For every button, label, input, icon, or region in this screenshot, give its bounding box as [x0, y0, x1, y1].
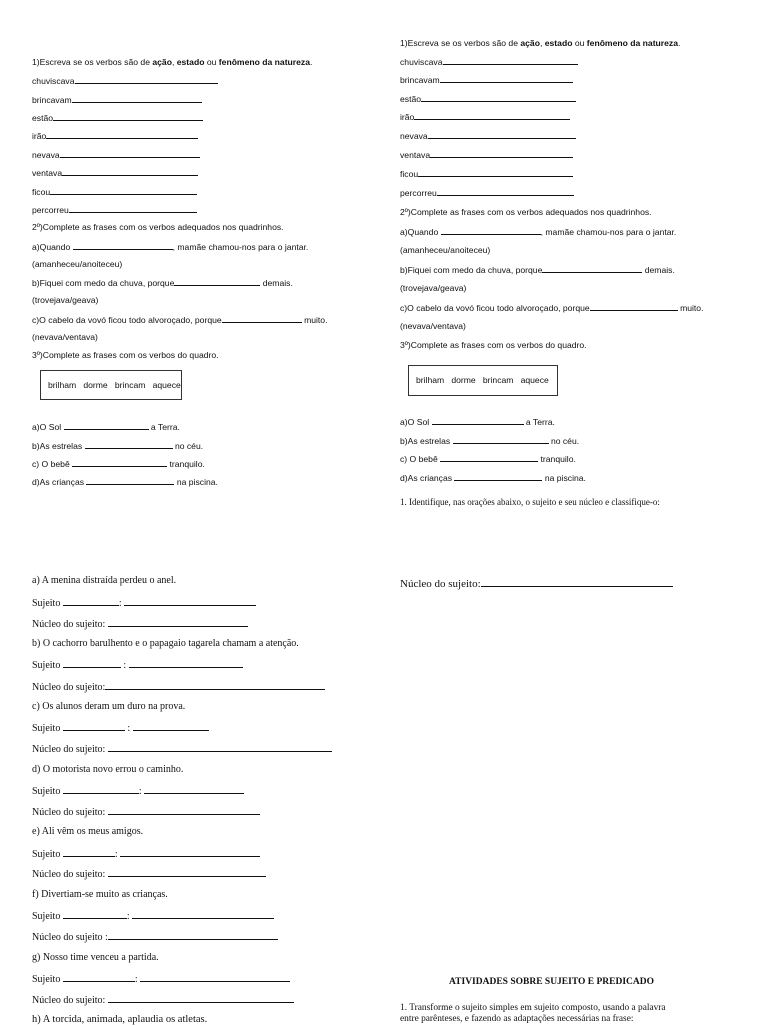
transform-instruction: 1. Transforme o sujeito simples em sujeito composto, usando a palavra: [400, 1003, 666, 1013]
options-a: (amanheceu/anoiteceu): [32, 259, 123, 269]
verb-item: chuviscava: [32, 75, 218, 86]
verb-item: percorreu: [32, 204, 197, 215]
exercise-item: d) O motorista novo errou o caminho.: [32, 764, 184, 775]
options-b: (trovejava/geava): [400, 283, 467, 293]
fill-sentence: c) O bebê tranquilo.: [32, 459, 205, 469]
question-2: 2º)Complete as frases com os verbos adequados nos quadrinhos.: [32, 222, 284, 232]
nucleo-line: Núcleo do sujeito:: [32, 618, 248, 630]
nucleo-line: Núcleo do sujeito :: [32, 931, 278, 943]
question-1: 1)Escreva se os verbos são de ação, estado ou fenômeno da natureza.: [32, 57, 313, 67]
question-3: 3º)Complete as frases com os verbos do quadro.: [32, 350, 219, 360]
verb-item: nevava: [32, 149, 200, 160]
nucleo-line: Núcleo do sujeito:: [32, 806, 260, 818]
verb-item: percorreu: [400, 187, 574, 198]
sujeito-line: Sujeito :: [32, 659, 243, 671]
exercise-item: h) A torcida, animada, aplaudia os atletas.: [32, 1014, 208, 1025]
fill-sentence: a)O Sol a Terra.: [32, 422, 180, 432]
question-3: 3º)Complete as frases com os verbos do quadro.: [400, 340, 587, 350]
options-c: (nevava/ventava): [32, 332, 98, 342]
verb-item: irão: [32, 130, 198, 141]
sentence-a: a)Quando , mamãe chamou-nos para o jantar.: [400, 227, 677, 237]
sentence-c: c)O cabelo da vovó ficou todo alvoroçado, porque muito.: [32, 315, 328, 325]
options-a: (amanheceu/anoiteceu): [400, 245, 491, 255]
nucleo-line: Núcleo do sujeito:: [32, 994, 294, 1006]
verb-item: estão: [400, 93, 576, 104]
fill-sentence: a)O Sol a Terra.: [400, 417, 555, 427]
exercise-item: a) A menina distraída perdeu o anel.: [32, 575, 177, 586]
sentence-b: b)Fiquei com medo da chuva, porque demais.: [32, 278, 293, 288]
sujeito-line: Sujeito :: [32, 722, 209, 734]
verb-item: chuviscava: [400, 56, 578, 67]
fill-sentence: d)As crianças na piscina.: [32, 477, 218, 487]
exercise-item: f) Divertiam-se muito as crianças.: [32, 889, 168, 900]
verb-item: irão: [400, 111, 570, 122]
sujeito-line: Sujeito :: [32, 785, 244, 797]
exercise-item: g) Nosso time venceu a partida.: [32, 952, 159, 963]
options-c: (nevava/ventava): [400, 321, 466, 331]
fill-sentence: c) O bebê tranquilo.: [400, 454, 576, 464]
nucleo-line: Núcleo do sujeito:: [400, 578, 673, 590]
fill-sentence: b)As estrelas no céu.: [400, 436, 580, 446]
nucleo-line: Núcleo do sujeito:: [32, 681, 325, 693]
exercise-item: e) Ali vêm os meus amigos.: [32, 826, 144, 837]
verb-item: ventava: [400, 149, 573, 160]
question-1: 1)Escreva se os verbos são de ação, estado ou fenômeno da natureza.: [400, 38, 681, 48]
sentence-c: c)O cabelo da vovó ficou todo alvoroçado, porque muito.: [400, 303, 704, 313]
nucleo-line: Núcleo do sujeito:: [32, 868, 266, 880]
sujeito-line: Sujeito :: [32, 597, 256, 609]
fill-sentence: b)As estrelas no céu.: [32, 441, 204, 451]
sujeito-line: Sujeito :: [32, 973, 290, 985]
sentence-a: a)Quando , mamãe chamou-nos para o jantar.: [32, 242, 309, 252]
verb-item: brincavam: [32, 94, 202, 105]
verb-item: ficou: [32, 186, 197, 197]
section-heading: ATIVIDADES SOBRE SUJEITO E PREDICADO: [449, 977, 655, 987]
exercise-item: c) Os alunos deram um duro na prova.: [32, 701, 186, 712]
sentence-b: b)Fiquei com medo da chuva, porque demais.: [400, 265, 675, 275]
sujeito-line: Sujeito :: [32, 910, 274, 922]
transform-instruction-2: entre parênteses, e fazendo as adaptações necessárias na frase:: [400, 1014, 634, 1024]
exercise-item: b) O cachorro barulhento e o papagaio tagarela chamam a atenção.: [32, 638, 299, 649]
nucleo-line: Núcleo do sujeito:: [32, 743, 332, 755]
verb-item: estão: [32, 112, 203, 123]
verb-box-text: brilham dorme brincam aquece: [48, 380, 181, 390]
question-2: 2º)Complete as frases com os verbos adequados nos quadrinhos.: [400, 207, 652, 217]
sujeito-line: Sujeito :: [32, 848, 260, 860]
fill-sentence: d)As crianças na piscina.: [400, 473, 586, 483]
options-b: (trovejava/geava): [32, 295, 99, 305]
verb-item: ficou: [400, 168, 573, 179]
verb-box-text: brilham dorme brincam aquece: [416, 375, 549, 385]
verb-item: brincavam: [400, 74, 573, 85]
verb-item: ventava: [32, 167, 198, 178]
verb-item: nevava: [400, 130, 576, 141]
identify-instruction: 1. Identifique, nas orações abaixo, o sujeito e seu núcleo e classifique-o:: [400, 497, 660, 507]
